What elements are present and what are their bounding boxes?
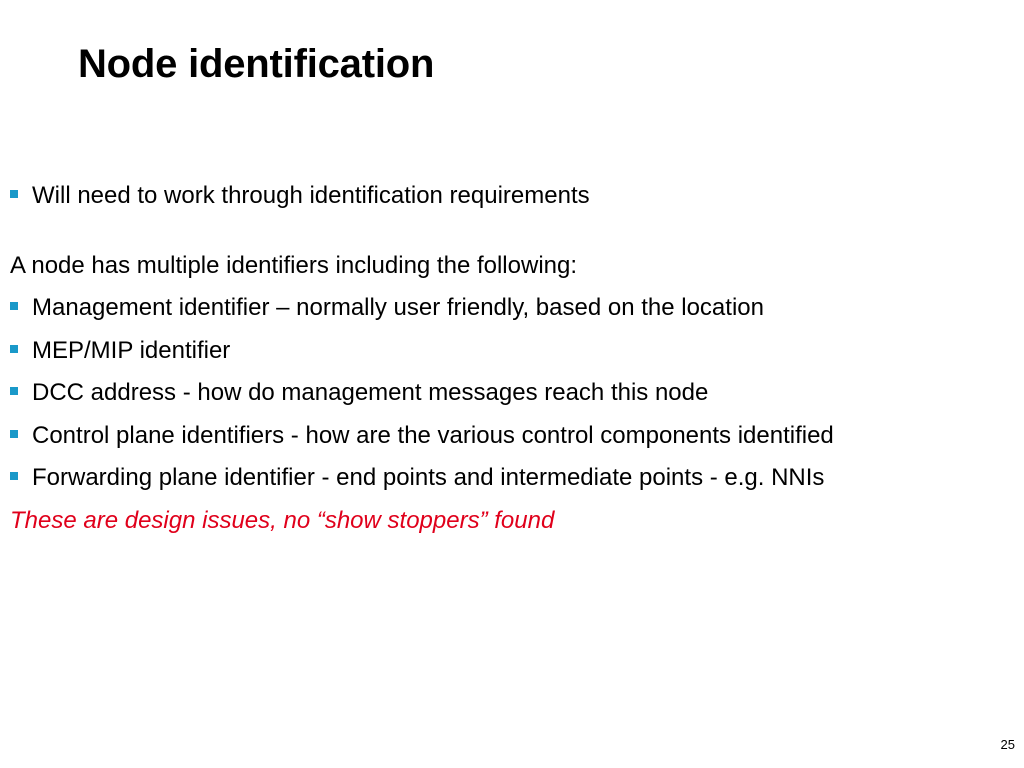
- identifier-bullet-text: Forwarding plane identifier - end points and intermediate points - e.g. NNIs: [32, 464, 825, 491]
- square-bullet-icon: [10, 430, 18, 438]
- identifier-bullet: [10, 421, 834, 451]
- identifier-bullet: [10, 463, 824, 493]
- identifier-bullet-text: DCC address - how do management messages reach this node: [32, 379, 709, 406]
- page-number: 25: [1000, 737, 1015, 752]
- identifier-bullet: [10, 293, 764, 323]
- square-bullet-icon: [10, 345, 18, 353]
- identifier-bullet: [10, 378, 708, 408]
- square-bullet-icon: [10, 302, 18, 310]
- slide-title: Node identification: [78, 42, 435, 86]
- intro-bullet-text: Will need to work through identification requirements: [32, 182, 590, 209]
- identifier-bullet: [10, 336, 230, 366]
- square-bullet-icon: [10, 387, 18, 395]
- design-note: These are design issues, no “show stoppers” found: [10, 507, 555, 534]
- lead-text: A node has multiple identifiers including the following:: [10, 252, 578, 279]
- square-bullet-icon: [10, 190, 18, 198]
- square-bullet-icon: [10, 472, 18, 480]
- intro-bullet: [10, 181, 590, 211]
- identifier-bullet-text: Management identifier – normally user friendly, based on the location: [32, 294, 764, 321]
- identifier-bullet-text: Control plane identifiers - how are the various control components identified: [32, 422, 834, 449]
- identifier-bullet-text: MEP/MIP identifier: [32, 337, 231, 364]
